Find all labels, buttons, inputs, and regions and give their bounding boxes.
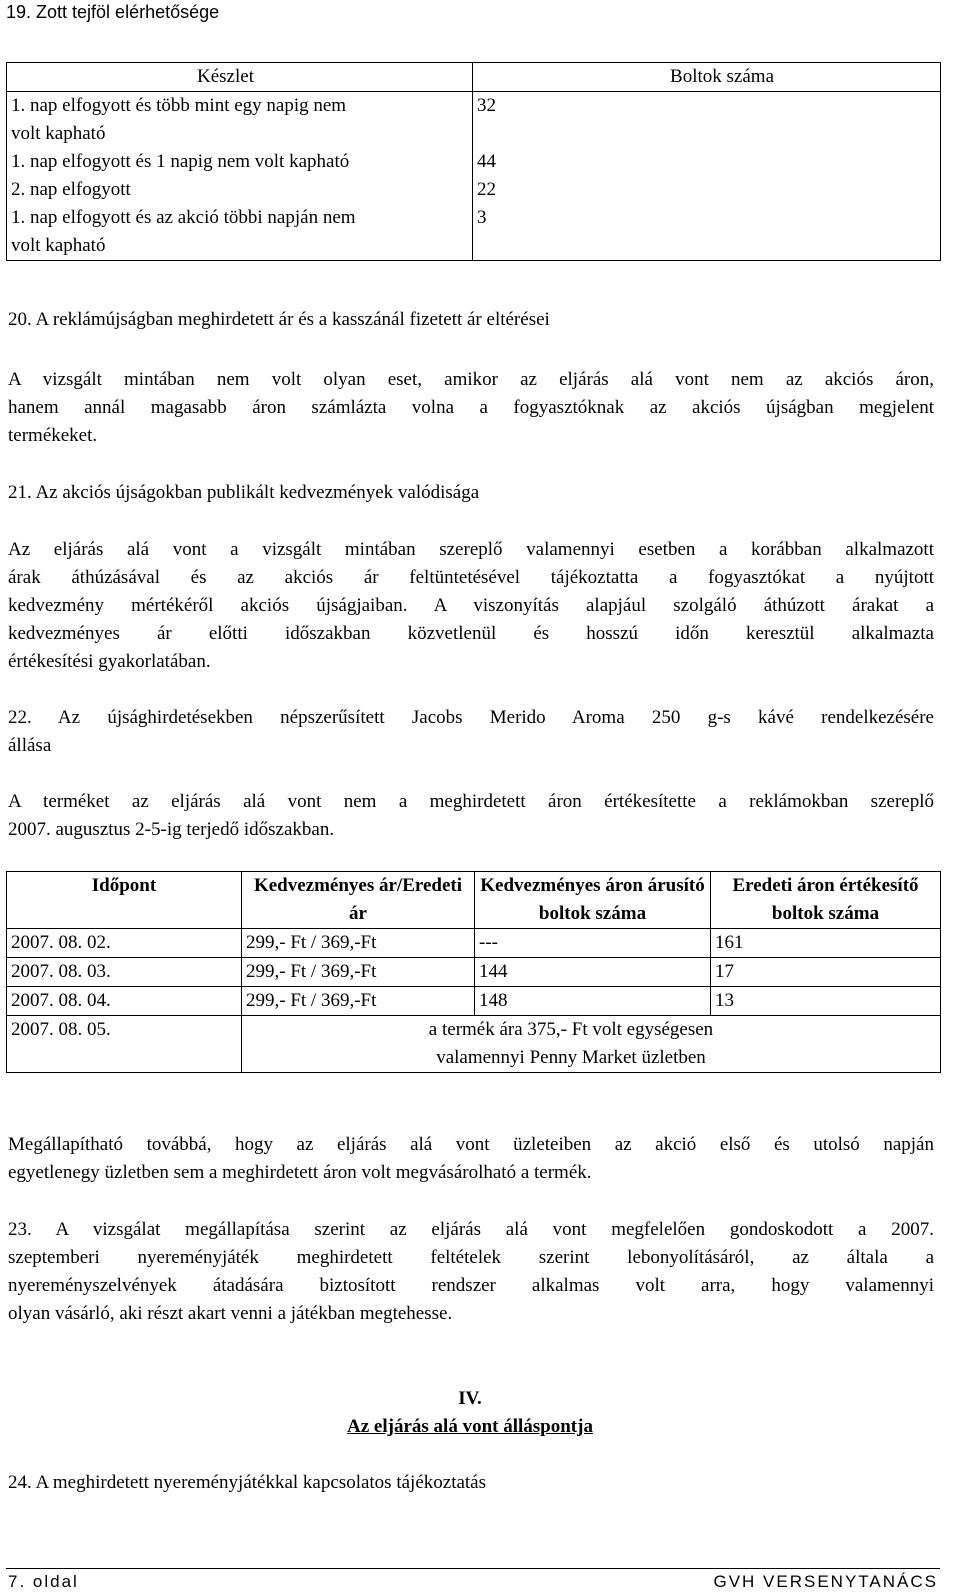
table-row <box>7 929 941 958</box>
section-22-body: A terméket az eljárás alá vont nem a meghirdetett áron értékesítette a reklámokban szereplő 2007. augusztus 2-5-ig terjedő időszakban. <box>8 791 934 840</box>
footer-page-number: 7. oldal <box>8 1572 79 1591</box>
table-header-row <box>7 63 941 92</box>
cell-original-stores: 17 <box>711 958 941 987</box>
conclusion-paragraph: Megállapítható továbbá, hogy az eljárás alá vont üzleteiben az akció első és utolsó napján egyetlenegy üzletben sem a meghirdetett áron volt megvásárolható a termék. <box>8 1134 934 1183</box>
cell-discount-stores: 148 <box>475 987 711 1016</box>
footer-organization: GVH VERSENYTANÁCS <box>713 1572 938 1591</box>
price-table <box>6 871 941 1073</box>
stock-table <box>6 62 941 261</box>
row-count: 32 <box>473 92 941 149</box>
row-count: 22 <box>473 176 941 204</box>
cell-price: 299,- Ft / 369,-Ft <box>242 929 475 958</box>
header-price: Kedvezményes ár/Eredeti ár <box>242 872 475 929</box>
row-label: 2. nap elfogyott <box>7 176 473 204</box>
row-label: 1. nap elfogyott és 1 napig nem volt kapható <box>7 148 473 176</box>
cell-price: 299,- Ft / 369,-Ft <box>242 958 475 987</box>
header-original-stores: Eredeti áron értékesítő boltok száma <box>711 872 941 929</box>
section-20-title: 20. A reklámújságban meghirdetett ár és a kasszánál fizetett ár eltérései <box>8 309 550 330</box>
table-row <box>7 176 941 204</box>
table-row <box>7 1016 941 1073</box>
cell-note: a termék ára 375,- Ft volt egységesen valamennyi Penny Market üzletben <box>242 1016 941 1073</box>
cell-date: 2007. 08. 03. <box>7 958 242 987</box>
table-header-row <box>7 872 941 929</box>
cell-discount-stores: 144 <box>475 958 711 987</box>
cell-discount-stores: --- <box>475 929 711 958</box>
section-21-body: Az eljárás alá vont a vizsgált mintában szereplő valamennyi esetben a korábban alkalmazott árak áthúzásával és az akciós ár feltüntetésével tájékoztatta a fogyasztókat a nyújtott kedvezmény mértékéről akciós újságjaiban. A viszonyítás alapjául szolgáló áthúzott árakat a kedvezményes ár előtti időszakban közvetlenül és hosszú időn keresztül alkalmazta értékesítési gyakorlatában. <box>8 539 934 672</box>
cell-date: 2007. 08. 04. <box>7 987 242 1016</box>
section-22-title: 22. Az újsághirdetésekben népszerűsített Jacobs Merido Aroma 250 g-s kávé rendelkezésére állása <box>8 707 934 756</box>
header-stock: Készlet <box>7 63 473 92</box>
header-discount-stores: Kedvezményes áron árusító boltok száma <box>475 872 711 929</box>
header-date: Időpont <box>7 872 242 929</box>
table-row <box>7 204 941 261</box>
cell-original-stores: 161 <box>711 929 941 958</box>
section-23-paragraph: 23. A vizsgálat megállapítása szerint az eljárás alá vont megfelelően gondoskodott a 2007. szeptemberi nyereményjáték meghirdetett feltételek szerint lebonyolításáról, az általa a nyereményszelvények átadására biztosított rendszer alkalmas volt arra, hogy valamennyi olyan vásárló, aki részt akart venni a játékban megtehesse. <box>8 1219 934 1324</box>
section-19-title: 19. Zott tejföl elérhetősége <box>6 2 220 22</box>
chapter-number: IV. <box>458 1388 482 1409</box>
chapter-title: Az eljárás alá vont álláspontja <box>347 1416 593 1437</box>
section-21-title: 21. Az akciós újságokban publikált kedvezmények valódisága <box>8 482 480 503</box>
footer-divider <box>6 1568 940 1569</box>
row-count: 44 <box>473 148 941 176</box>
cell-price: 299,- Ft / 369,-Ft <box>242 987 475 1016</box>
table-row <box>7 987 941 1016</box>
cell-original-stores: 13 <box>711 987 941 1016</box>
table-row <box>7 958 941 987</box>
row-label: 1. nap elfogyott és az akció többi napján nem volt kapható <box>7 204 473 261</box>
table-row <box>7 92 941 149</box>
header-store-count: Boltok száma <box>473 63 941 92</box>
cell-date: 2007. 08. 05. <box>7 1016 242 1073</box>
section-24-title: 24. A meghirdetett nyereményjátékkal kapcsolatos tájékoztatás <box>8 1472 487 1493</box>
cell-date: 2007. 08. 02. <box>7 929 242 958</box>
table-row <box>7 148 941 176</box>
section-20-body: A vizsgált mintában nem volt olyan eset, amikor az eljárás alá vont nem az akciós áron, hanem annál magasabb áron számlázta volna a fogyasztóknak az akciós újságban megjelent termékeket. <box>8 369 934 446</box>
row-label: 1. nap elfogyott és több mint egy napig nem volt kapható <box>7 92 473 149</box>
row-count: 3 <box>473 204 941 261</box>
